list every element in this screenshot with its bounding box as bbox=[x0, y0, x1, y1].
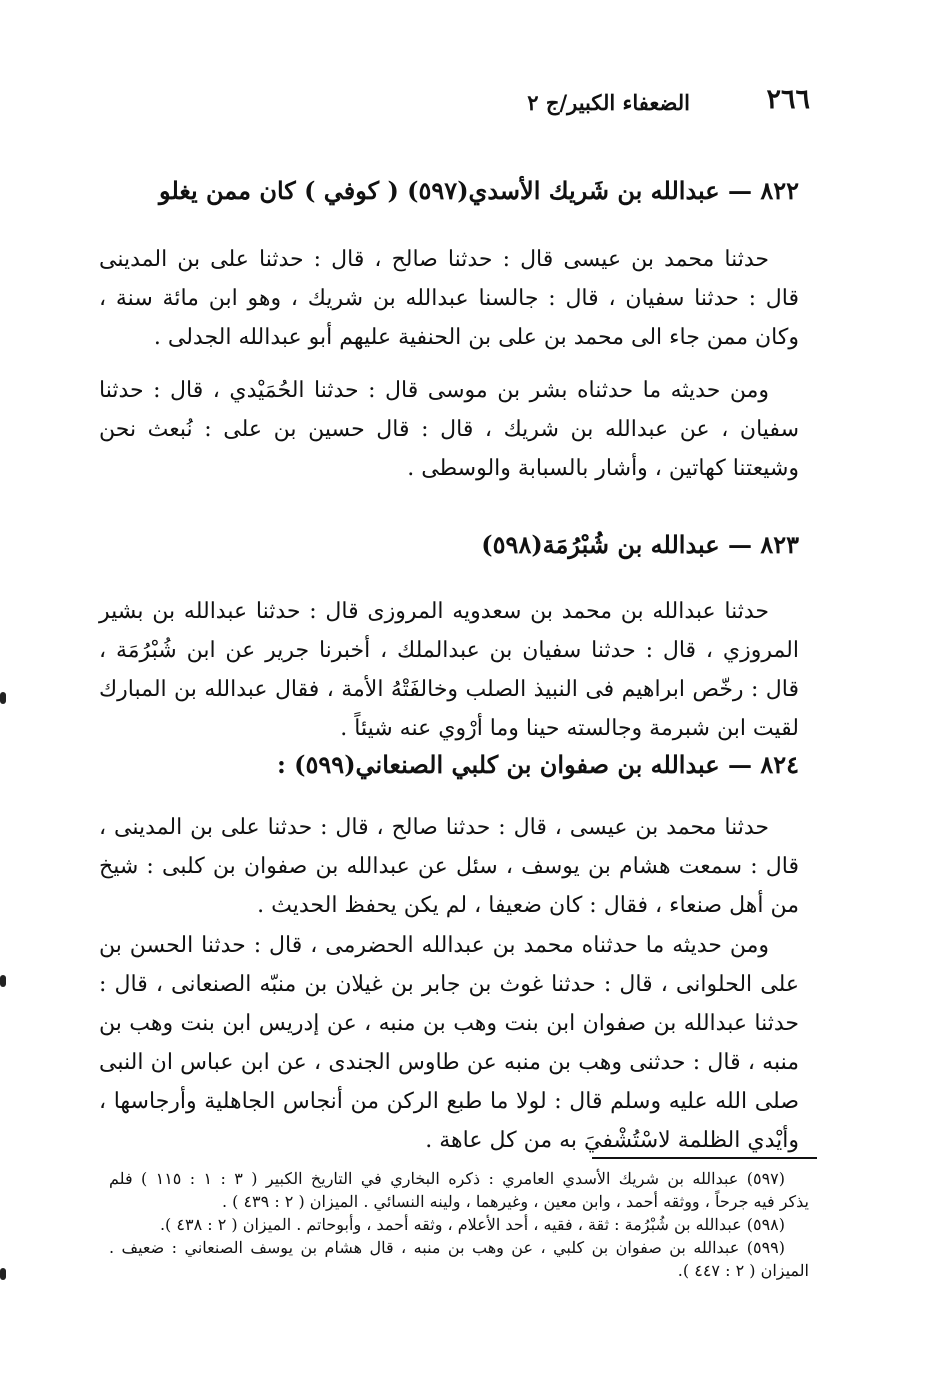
text-line: وشيعتنا كهاتين ، وأشار بالسبابة والوسطى . bbox=[407, 456, 799, 481]
footnote-line: يذكر فيه جرحاً ، ووثقه أحمد ، وابن معين ، وغيرهما ، ولينه النسائي . الميزان ( ٢ : ٤٣٩ ) . bbox=[221, 1192, 809, 1211]
footnote-divider bbox=[592, 1157, 817, 1159]
book-title: الضعفاء الكبير/ج ٢ bbox=[527, 90, 690, 115]
text-line: قال : سمعت هشام بن يوسف ، سئل عن عبدالله بن صفوان بن كلبى : شيخ bbox=[99, 854, 799, 879]
text-line: قال : حدثنا سفيان ، قال : جالسنا عبدالله بن شريك ، وهو ابن مائة سنة ، bbox=[99, 286, 799, 311]
footnote-line: الميزان ( ٢ : ٤٤٧ ). bbox=[677, 1261, 809, 1280]
text-line: صلى الله عليه وسلم قال : لولا ما طبع الركن من أنجاس الجاهلية وأرجاسها ، bbox=[99, 1089, 799, 1114]
text-line: وأيْدي الظلمة لاسْتُشْفيَ به من كل عاهة . bbox=[425, 1128, 799, 1153]
text-line: حدثنا محمد بن عيسى ، قال : حدثنا صالح ، قال : حدثنا على بن المدينى ، bbox=[99, 815, 769, 840]
footnotes bbox=[109, 1167, 809, 1282]
text-line: منبه ، قال : حدثنى وهب بن منبه عن طاوس الجندى ، عن ابن عباس ان النبى bbox=[99, 1050, 799, 1075]
text-line: المروزي ، قال : حدثنا سفيان بن عبدالملك ، أخبرنا جرير عن ابن شُبْرُمَة ، bbox=[99, 638, 799, 663]
entry-824-paragraph-1 bbox=[99, 808, 799, 925]
margin-mark bbox=[0, 692, 6, 704]
text-line: وكان ممن جاء الى محمد بن على بن الحنفية عليهم أبو عبدالله الجدلى . bbox=[153, 325, 799, 350]
margin-mark bbox=[0, 1268, 6, 1280]
entry-824-paragraph-2 bbox=[99, 926, 799, 1160]
entry-heading-823: ٨٢٣ — عبدالله بن شُبْرُمَة(٥٩٨) bbox=[481, 530, 799, 559]
footnote-line: (٥٩٨) عبدالله بن شُبْرُمة : ثقة ، فقيه ، أحد الأعلام ، وثقه أحمد ، وأبوحاتم . الميزان ( ٢ : ٤٣٨ ). bbox=[159, 1215, 785, 1234]
entry-822-paragraph-1 bbox=[99, 240, 799, 357]
text-line: ومن حديثه ما حدثناه بشر بن موسى قال : حدثنا الحُمَيْدي ، قال : حدثنا bbox=[99, 378, 769, 403]
text-line: على الحلوانى ، قال : حدثنا غوث بن جابر بن غيلان بن منبّه الصنعانى ، قال : bbox=[99, 972, 799, 997]
entry-heading-822: ٨٢٢ — عبدالله بن شَريك الأسدي(٥٩٧) ( كوفي ) كان ممن يغلو bbox=[159, 176, 799, 205]
text-line: حدثنا عبدالله بن محمد بن سعدويه المروزى قال : حدثنا عبدالله بن بشير bbox=[99, 599, 769, 624]
text-line: لقيت ابن شبرمة وجالسته حينا وما أرْوي عنه شيئاً . bbox=[340, 716, 799, 741]
page-header bbox=[400, 84, 810, 120]
text-line: قال : رخّص ابراهيم فى النبيذ الصلب وخالفَتْهُ الأمة ، فقال عبدالله بن المبارك bbox=[99, 677, 799, 702]
text-line: حدثنا محمد بن عيسى قال : حدثنا صالح ، قال : حدثنا على بن المدينى bbox=[99, 247, 769, 272]
entry-heading-824: ٨٢٤ — عبدالله بن صفوان بن كلبي الصنعاني(٥٩٩) : bbox=[276, 750, 799, 779]
entry-822-paragraph-2 bbox=[99, 371, 799, 488]
footnote-line: (٥٩٩) عبدالله بن صفوان بن كلبي ، عن وهب بن منبه ، قال هشام بن يوسف الصنعاني : ضعيف . bbox=[109, 1238, 785, 1257]
text-line: من أهل صنعاء ، فقال : كان ضعيفا ، لم يكن يحفظ الحديث . bbox=[257, 893, 799, 918]
text-line: سفيان ، عن عبدالله بن شريك ، قال : قال حسين بن على : نُبعث نحن bbox=[99, 417, 799, 442]
text-line: ومن حديثه ما حدثناه محمد بن عبدالله الحضرمى ، قال : حدثنا الحسن بن bbox=[99, 933, 769, 958]
margin-mark bbox=[0, 975, 6, 987]
page-number: ٢٦٦ bbox=[766, 84, 810, 115]
text-line: حدثنا عبدالله بن صفوان ابن بنت وهب بن منبه ، عن إدريس ابن بنت وهب بن bbox=[99, 1011, 799, 1036]
entry-823-paragraph-1 bbox=[99, 592, 799, 748]
footnote-line: (٥٩٧) عبدالله بن شريك الأسدي العامري : ذكره البخاري في التاريخ الكبير ( ٣ : ١ : ١١٥ ) فلم bbox=[109, 1169, 785, 1188]
